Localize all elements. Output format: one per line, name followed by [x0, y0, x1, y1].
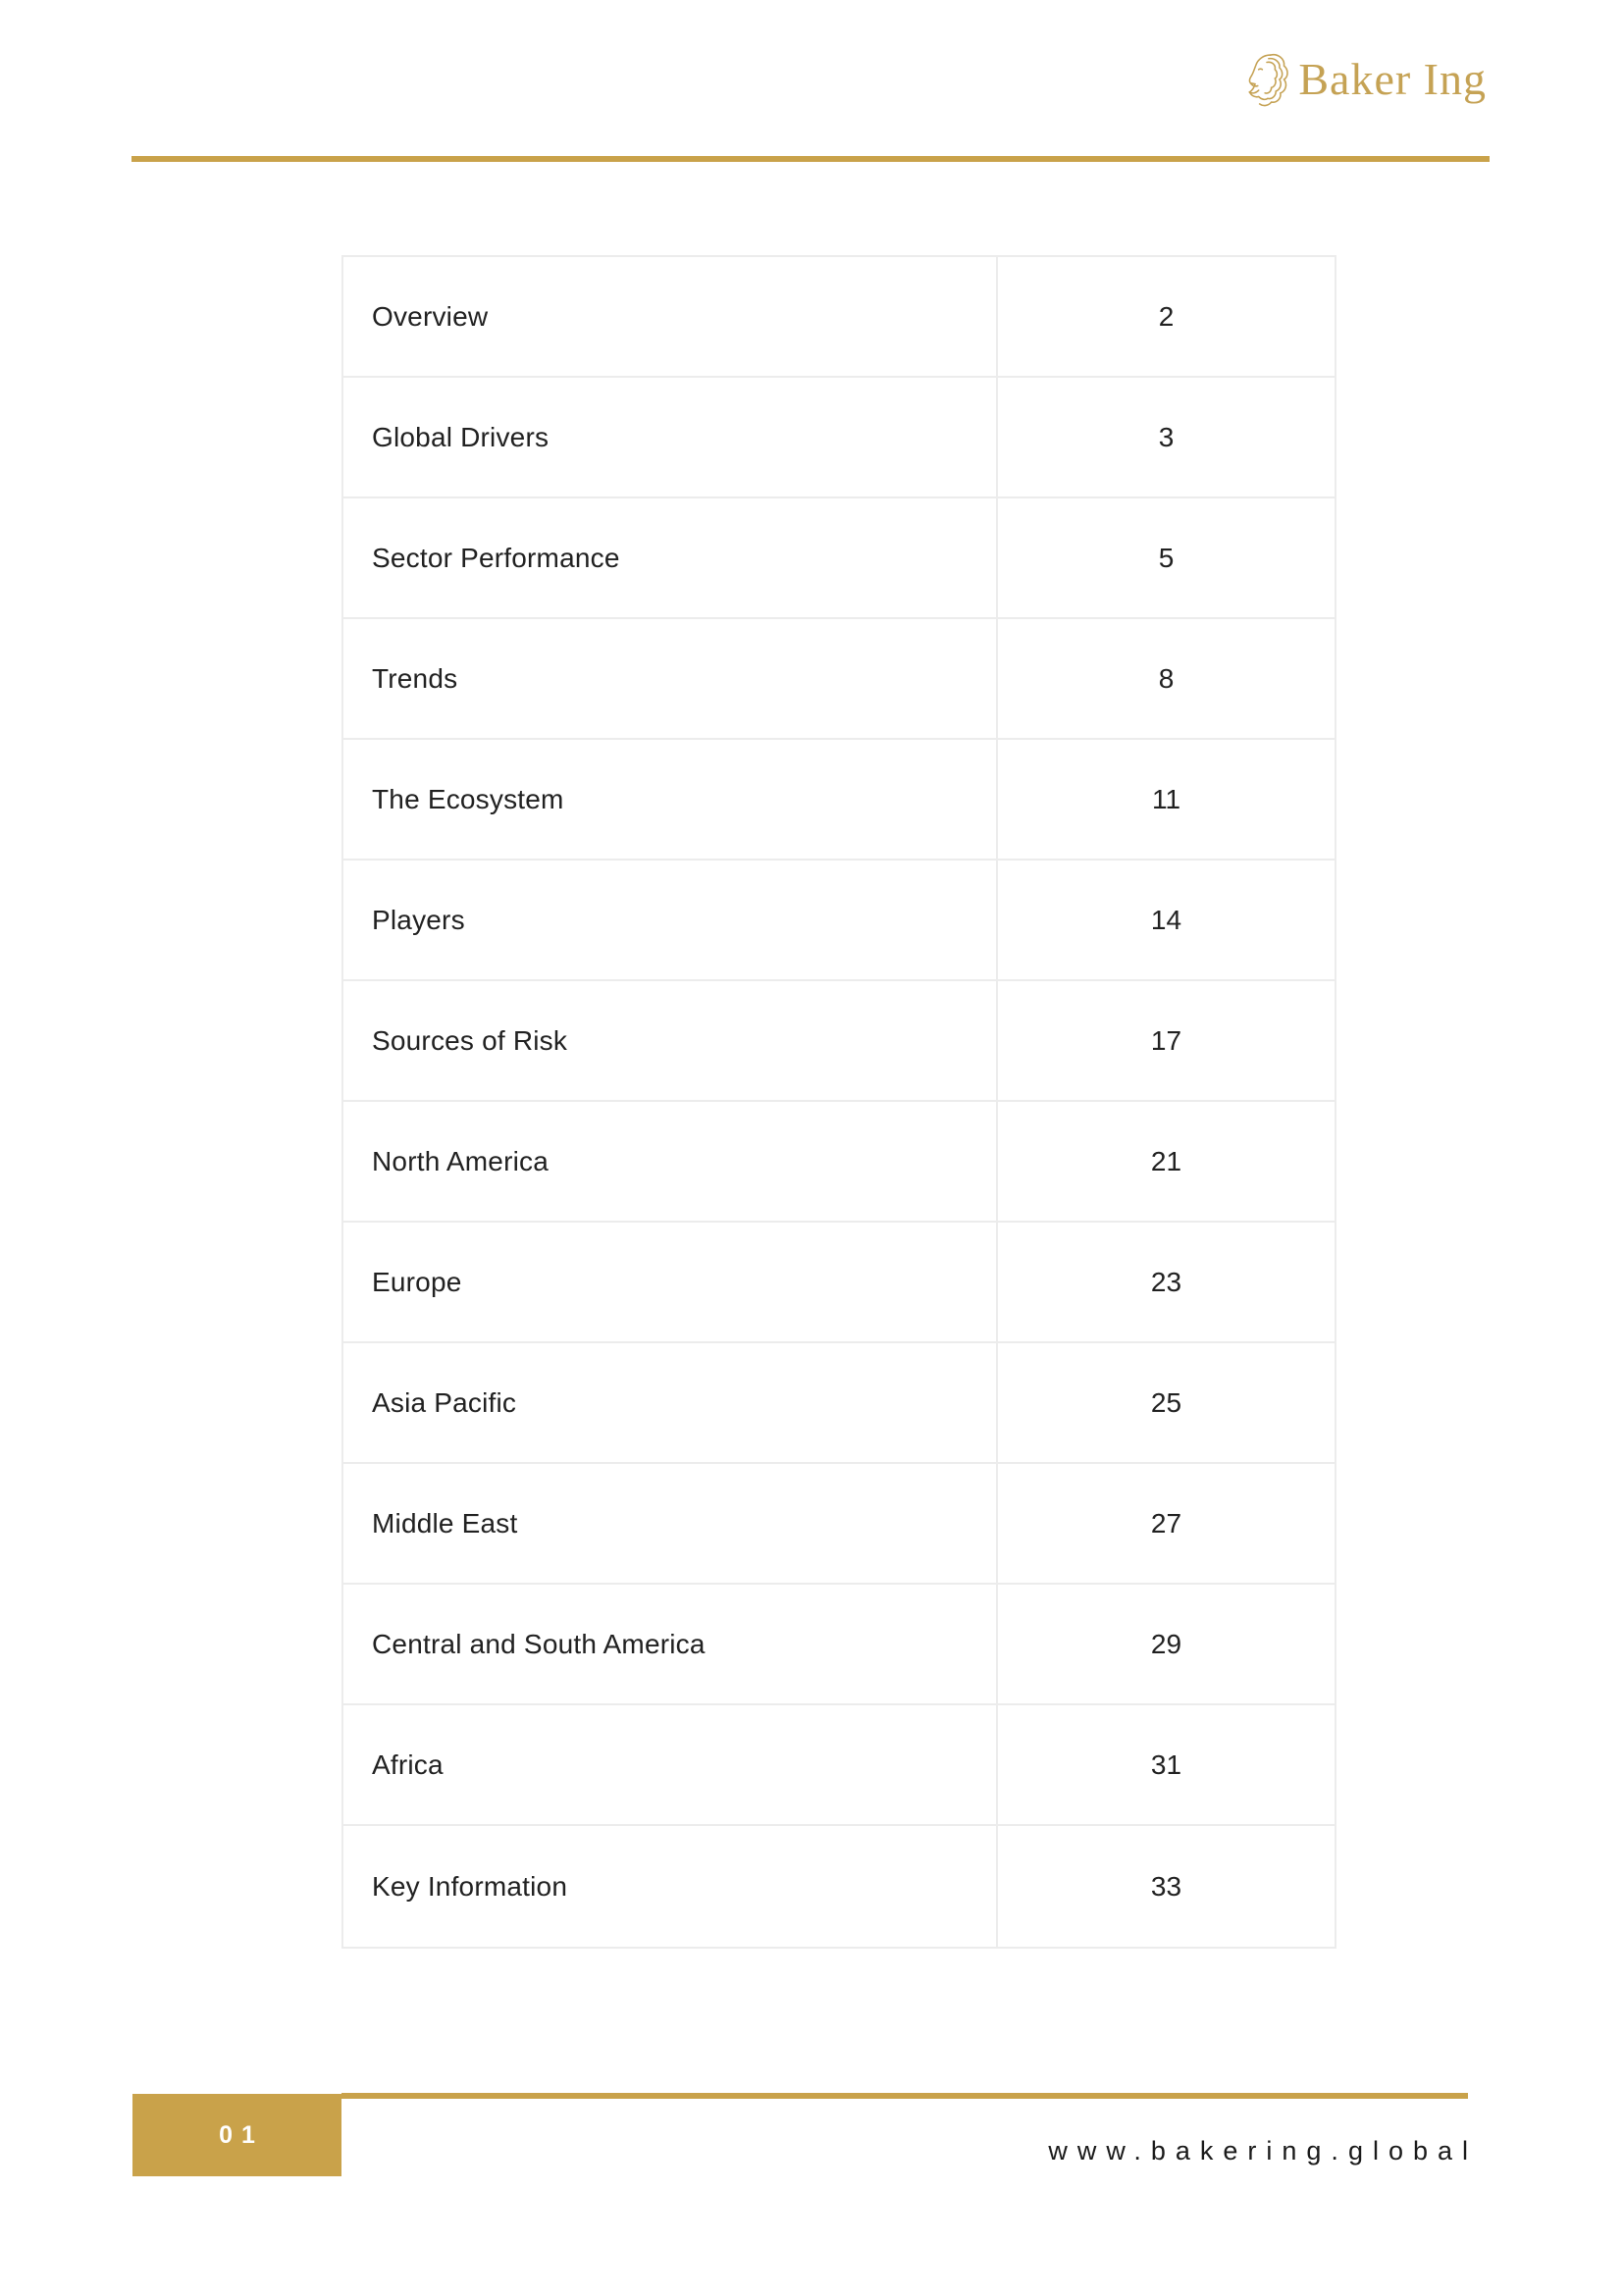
- toc-entry-label: Overview: [343, 257, 998, 376]
- toc-row[interactable]: [343, 619, 1335, 740]
- toc-row[interactable]: [343, 498, 1335, 619]
- toc-entry-label: Central and South America: [343, 1585, 998, 1703]
- header-divider: [131, 156, 1490, 162]
- toc-entry-label: The Ecosystem: [343, 740, 998, 859]
- toc-entry-page: 11: [1151, 783, 1181, 814]
- toc-entry-page: 29: [1150, 1628, 1182, 1659]
- toc-entry-label: Key Information: [343, 1826, 998, 1947]
- toc-entry-label: Middle East: [343, 1464, 998, 1583]
- toc-row[interactable]: [343, 1464, 1335, 1585]
- toc-entry-page: 33: [1150, 1870, 1182, 1902]
- toc-entry-page: 8: [1158, 662, 1175, 694]
- toc-row[interactable]: [343, 1102, 1335, 1223]
- toc-row[interactable]: [343, 378, 1335, 498]
- toc-entry-label: Sector Performance: [343, 498, 998, 617]
- toc-entry-page: 5: [1158, 542, 1175, 573]
- toc-row[interactable]: [343, 1826, 1335, 1947]
- toc-entry-label: Sources of Risk: [343, 981, 998, 1100]
- toc-entry-label: Europe: [343, 1223, 998, 1341]
- toc-entry-label: Global Drivers: [343, 378, 998, 496]
- toc-row[interactable]: [343, 740, 1335, 861]
- toc-entry-page: 14: [1150, 904, 1182, 935]
- brand-logo: [1243, 51, 1487, 108]
- toc-row[interactable]: [343, 257, 1335, 378]
- page-number: 01: [219, 2120, 264, 2149]
- toc-entry-page: 31: [1150, 1748, 1182, 1780]
- toc-entry-label: Asia Pacific: [343, 1343, 998, 1462]
- lion-icon: [1243, 51, 1290, 108]
- toc-entry-label: Africa: [343, 1705, 998, 1824]
- toc-table: [341, 255, 1336, 1949]
- toc-entry-page: 23: [1150, 1266, 1182, 1297]
- footer-divider: [341, 2093, 1468, 2099]
- toc-entry-page: 27: [1150, 1507, 1182, 1539]
- toc-row[interactable]: [343, 1223, 1335, 1343]
- toc-row[interactable]: [343, 1705, 1335, 1826]
- toc-entry-label: Players: [343, 861, 998, 979]
- page-number-badge: [132, 2094, 341, 2176]
- toc-row[interactable]: [343, 981, 1335, 1102]
- toc-entry-page: 25: [1150, 1386, 1182, 1418]
- toc-row[interactable]: [343, 1585, 1335, 1705]
- website-link[interactable]: www.bakering.global: [1048, 2136, 1478, 2166]
- toc-entry-label: Trends: [343, 619, 998, 738]
- toc-row[interactable]: [343, 1343, 1335, 1464]
- toc-entry-label: North America: [343, 1102, 998, 1221]
- toc-row[interactable]: [343, 861, 1335, 981]
- toc-entry-page: 3: [1158, 421, 1175, 452]
- toc-entry-page: 2: [1158, 300, 1175, 332]
- toc-entry-page: 17: [1150, 1024, 1182, 1056]
- brand-name: Baker Ing: [1298, 54, 1487, 104]
- toc-entry-page: 21: [1150, 1145, 1182, 1176]
